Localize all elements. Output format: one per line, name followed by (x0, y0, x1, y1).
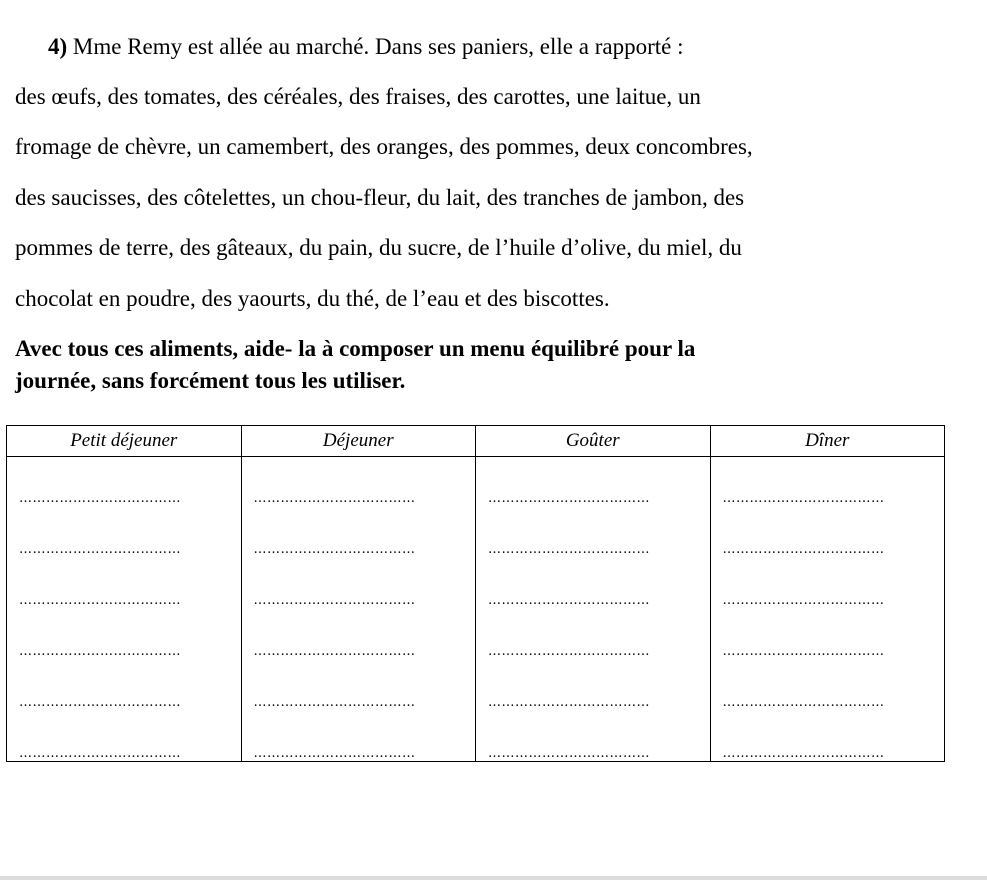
header-petit-dejeuner: Petit déjeuner (7, 426, 242, 457)
answer-area-dejeuner[interactable] (242, 457, 476, 761)
answer-area-gouter[interactable] (476, 457, 710, 761)
food-list-line-4: pommes de terre, des gâteaux, du pain, du sucre, de l’huile d’olive, du miel, du (15, 235, 742, 260)
menu-table (6, 425, 945, 762)
answer-blank-line[interactable]: ……………………………… (722, 695, 885, 710)
instruction-line-2: journée, sans forcément tous les utiliser. (15, 368, 406, 393)
exercise-title (48, 34, 683, 60)
answer-blank-line[interactable]: ……………………………… (253, 491, 416, 506)
answer-blank-line[interactable]: ……………………………… (488, 593, 650, 608)
answer-blank-line[interactable]: ……………………………… (19, 593, 181, 608)
exercise-number: 4) (48, 34, 68, 59)
column-dejeuner (241, 457, 476, 762)
answer-blank-line[interactable]: ……………………………… (488, 491, 650, 506)
answer-blank-line[interactable]: ……………………………… (19, 491, 181, 506)
column-petit-dejeuner (7, 457, 242, 762)
answer-blank-line[interactable]: ……………………………… (19, 542, 181, 557)
answer-blank-line[interactable]: ……………………………… (722, 491, 885, 506)
answer-blank-line[interactable]: ……………………………… (19, 695, 181, 710)
food-list-line-2: fromage de chèvre, un camembert, des oranges, des pommes, deux concombres, (15, 134, 753, 159)
bottom-divider (0, 876, 987, 880)
food-list-line-3: des saucisses, des côtelettes, un chou-fleur, du lait, des tranches de jambon, des (15, 185, 745, 210)
food-list-line-1: des œufs, des tomates, des céréales, des fraises, des carottes, une laitue, un (15, 84, 701, 109)
header-gouter: Goûter (476, 426, 711, 457)
answer-blank-line[interactable]: ……………………………… (722, 542, 885, 557)
answer-blank-line[interactable]: ……………………………… (19, 644, 181, 659)
answer-blank-line[interactable]: ……………………………… (722, 593, 885, 608)
answer-blank-line[interactable]: ……………………………… (253, 542, 416, 557)
exercise-intro: Mme Remy est allée au marché. Dans ses paniers, elle a rapporté : (67, 34, 684, 59)
header-dejeuner: Déjeuner (241, 426, 476, 457)
instruction-line-1: Avec tous ces aliments, aide- la à composer un menu équilibré pour la (15, 336, 696, 361)
food-list-line-5: chocolat en poudre, des yaourts, du thé, de l’eau et des biscottes. (15, 286, 610, 311)
answer-blank-line[interactable]: ……………………………… (722, 644, 885, 659)
column-gouter (476, 457, 711, 762)
menu-table-body (7, 457, 945, 762)
answer-blank-line[interactable]: ……………………………… (253, 746, 416, 761)
answer-blank-line[interactable]: ……………………………… (722, 746, 885, 761)
answer-area-petit-dejeuner[interactable] (7, 457, 241, 761)
answer-blank-line[interactable]: ……………………………… (19, 746, 181, 761)
answer-blank-line[interactable]: ……………………………… (488, 746, 650, 761)
answer-blank-line[interactable]: ……………………………… (488, 695, 650, 710)
answer-blank-line[interactable]: ……………………………… (253, 695, 416, 710)
answer-blank-line[interactable]: ……………………………… (488, 644, 650, 659)
menu-table-header (7, 426, 945, 457)
answer-area-diner[interactable] (711, 457, 945, 761)
answer-blank-line[interactable]: ……………………………… (253, 644, 416, 659)
answer-blank-line[interactable]: ……………………………… (253, 593, 416, 608)
column-diner (710, 457, 945, 762)
answer-blank-line[interactable]: ……………………………… (488, 542, 650, 557)
header-diner: Dîner (710, 426, 945, 457)
